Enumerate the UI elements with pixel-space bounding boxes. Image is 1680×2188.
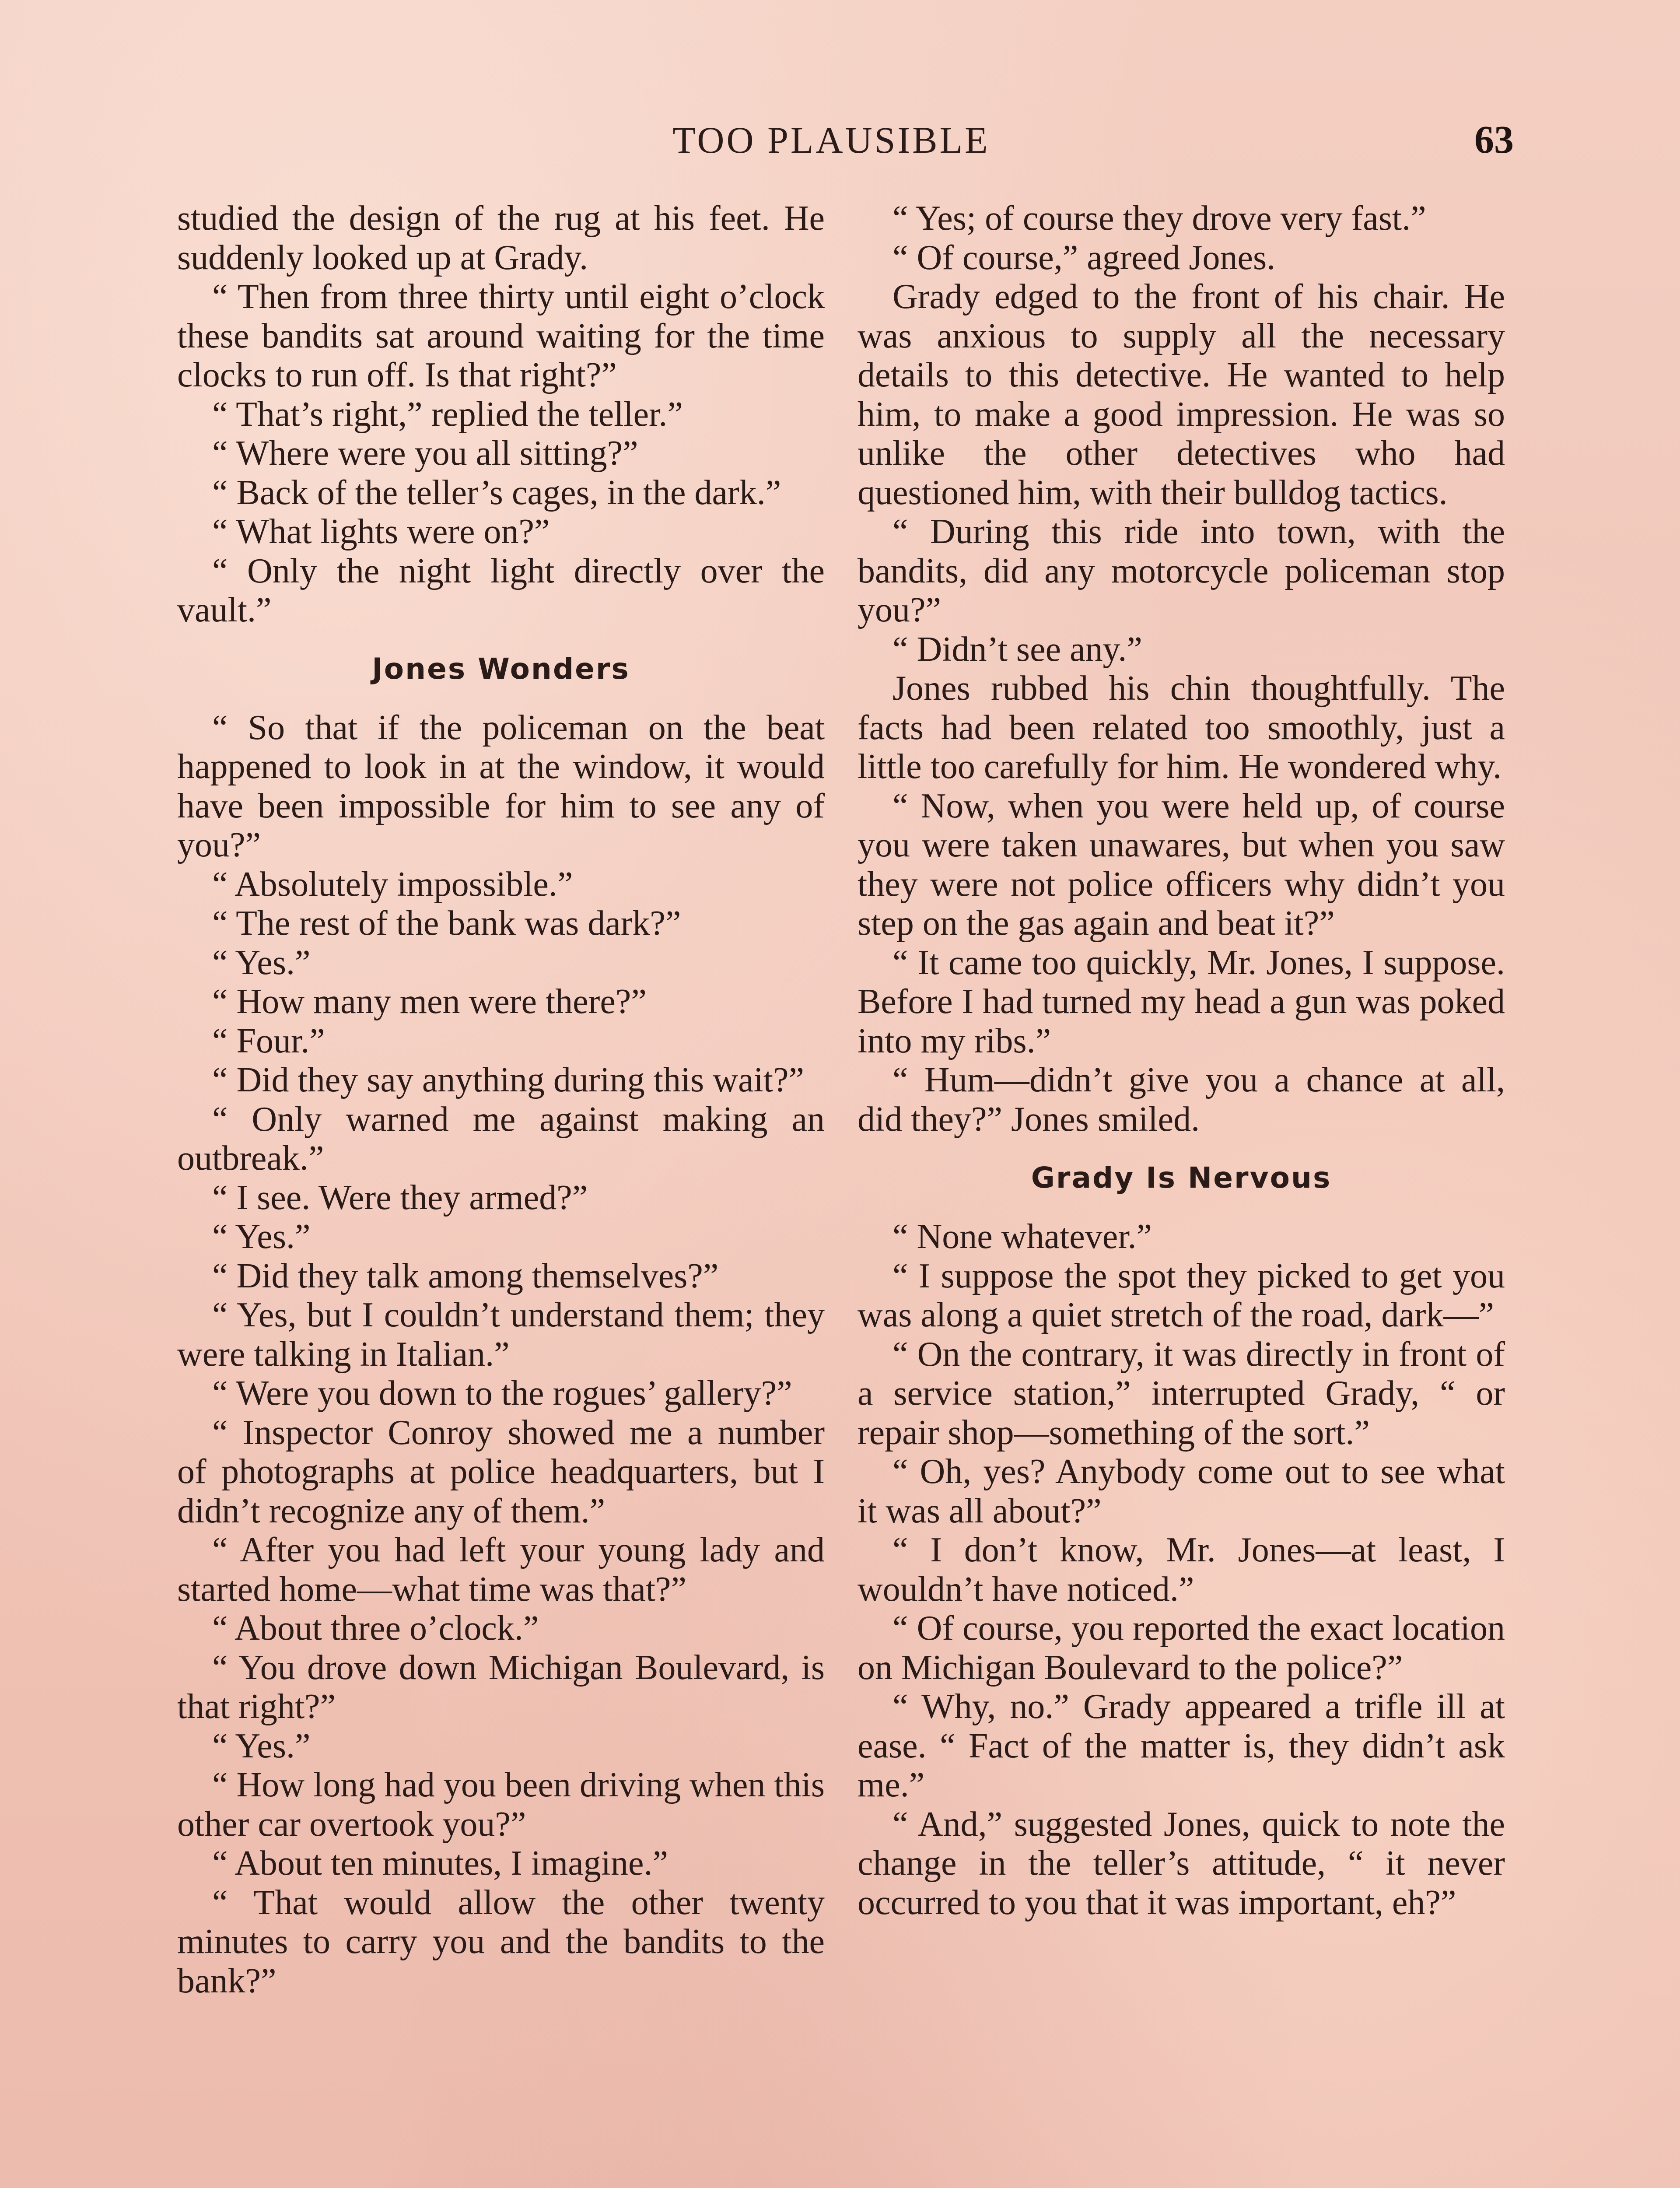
paragraph: “ I don’t know, Mr. Jones—at least, I wouldn’t have noticed.” (858, 1531, 1505, 1609)
paragraph: “ On the contrary, it was directly in front of a service station,” interrupted Grady, “ or repair shop—something of the sort.” (858, 1335, 1505, 1452)
paragraph: “ Four.” (212, 1021, 325, 1060)
paragraph: “ Now, when you were held up, of course you were taken unawares, but when you saw they were not police officers why didn’t you step on the gas again and beat it?” (858, 786, 1505, 943)
paragraph: “ I see. Were they armed?” (212, 1178, 588, 1217)
paragraph: “ About three o’clock.” (212, 1609, 539, 1648)
paragraph: “ That’s right,” replied the teller.” (212, 395, 683, 434)
section-heading: Grady Is Nervous (1031, 1161, 1332, 1195)
paragraph: “ Of course,” agreed Jones. (892, 238, 1276, 277)
paragraph: “ Yes.” (212, 1726, 311, 1765)
paragraph: “ That would allow the other twenty minutes to carry you and the bandits to the bank?” (177, 1883, 825, 2000)
paragraph: “ Then from three thirty until eight o’clock these bandits sat around waiting for the time clocks to run off. Is that right?” (177, 277, 825, 394)
paragraph: “ Did they talk among themselves?” (212, 1256, 719, 1295)
paragraph: “ It came too quickly, Mr. Jones, I suppose. Before I had turned my head a gun was poked into my ribs.” (858, 943, 1505, 1060)
paragraph: “ Yes, but I couldn’t understand them; they were talking in Italian.” (177, 1296, 825, 1374)
paragraph: “ And,” suggested Jones, quick to note the change in the teller’s attitude, “ it never occurred to you that it was important, eh?” (858, 1805, 1505, 1922)
paragraph: “ Inspector Conroy showed me a number of photographs at police headquarters, but I didn’t recognize any of them.” (177, 1413, 825, 1530)
paragraph: Grady edged to the front of his chair. He was anxious to supply all the necessary details to this detective. He wanted to help him, to make a good impression. He was so unlike the other detectives who had questioned him, with their bulldog tactics. (858, 277, 1505, 512)
paragraph: “ Hum—didn’t give you a chance at all, did they?” Jones smiled. (858, 1061, 1505, 1139)
section-heading: Jones Wonders (372, 652, 630, 686)
paragraph: studied the design of the rug at his feet. He suddenly looked up at Grady. (177, 199, 825, 277)
paragraph: “ Where were you all sitting?” (212, 434, 638, 473)
right-column (858, 199, 1505, 1922)
paragraph: “ Only the night light directly over the vault.” (177, 551, 825, 629)
paragraph: “ Were you down to the rogues’ gallery?” (212, 1374, 792, 1413)
paragraph: “ During this ride into town, with the bandits, did any motorcycle policeman stop you?” (858, 512, 1505, 629)
paragraph: “ Absolutely impossible.” (212, 865, 573, 904)
paragraph: “ You drove down Michigan Boulevard, is that right?” (177, 1648, 825, 1726)
left-column (177, 199, 825, 2001)
paragraph: “ After you had left your young lady and started home—what time was that?” (177, 1531, 825, 1609)
paragraph: “ Yes; of course they drove very fast.” (892, 199, 1426, 238)
paragraph: “ Why, no.” Grady appeared a trifle ill at ease. “ Fact of the matter is, they didn’t ask me.” (858, 1687, 1505, 1804)
paragraph: “ The rest of the bank was dark?” (212, 904, 681, 943)
paragraph: “ What lights were on?” (212, 512, 550, 551)
paragraph: “ Did they say anything during this wait?” (212, 1061, 805, 1099)
paragraph: “ Didn’t see any.” (892, 630, 1142, 669)
paragraph: “ I suppose the spot they picked to get you was along a quiet stretch of the road, dark—” (858, 1256, 1505, 1334)
paragraph: “ About ten minutes, I imagine.” (212, 1844, 668, 1883)
paragraph: “ How many men were there?” (212, 982, 647, 1021)
paragraph: “ None whatever.” (892, 1217, 1152, 1256)
paragraph: “ So that if the policeman on the beat happened to look in at the window, it would have been impossible for him to see any of you?” (177, 708, 825, 864)
paragraph: “ Yes.” (212, 943, 311, 982)
running-head-title: TOO PLAUSIBLE (672, 119, 990, 161)
paragraph: “ Oh, yes? Anybody come out to see what it was all about?” (858, 1452, 1505, 1530)
page-number: 63 (1474, 118, 1514, 161)
paragraph: “ How long had you been driving when this other car overtook you?” (177, 1766, 825, 1844)
paragraph: “ Of course, you reported the exact location on Michigan Boulevard to the police?” (858, 1609, 1505, 1687)
paragraph: “ Only warned me against making an outbreak.” (177, 1100, 825, 1178)
paragraph: Jones rubbed his chin thoughtfully. The facts had been related too smoothly, just a little too carefully for him. He wondered why. (858, 669, 1505, 786)
paragraph: “ Back of the teller’s cages, in the dark.” (212, 473, 781, 512)
paragraph: “ Yes.” (212, 1217, 311, 1256)
